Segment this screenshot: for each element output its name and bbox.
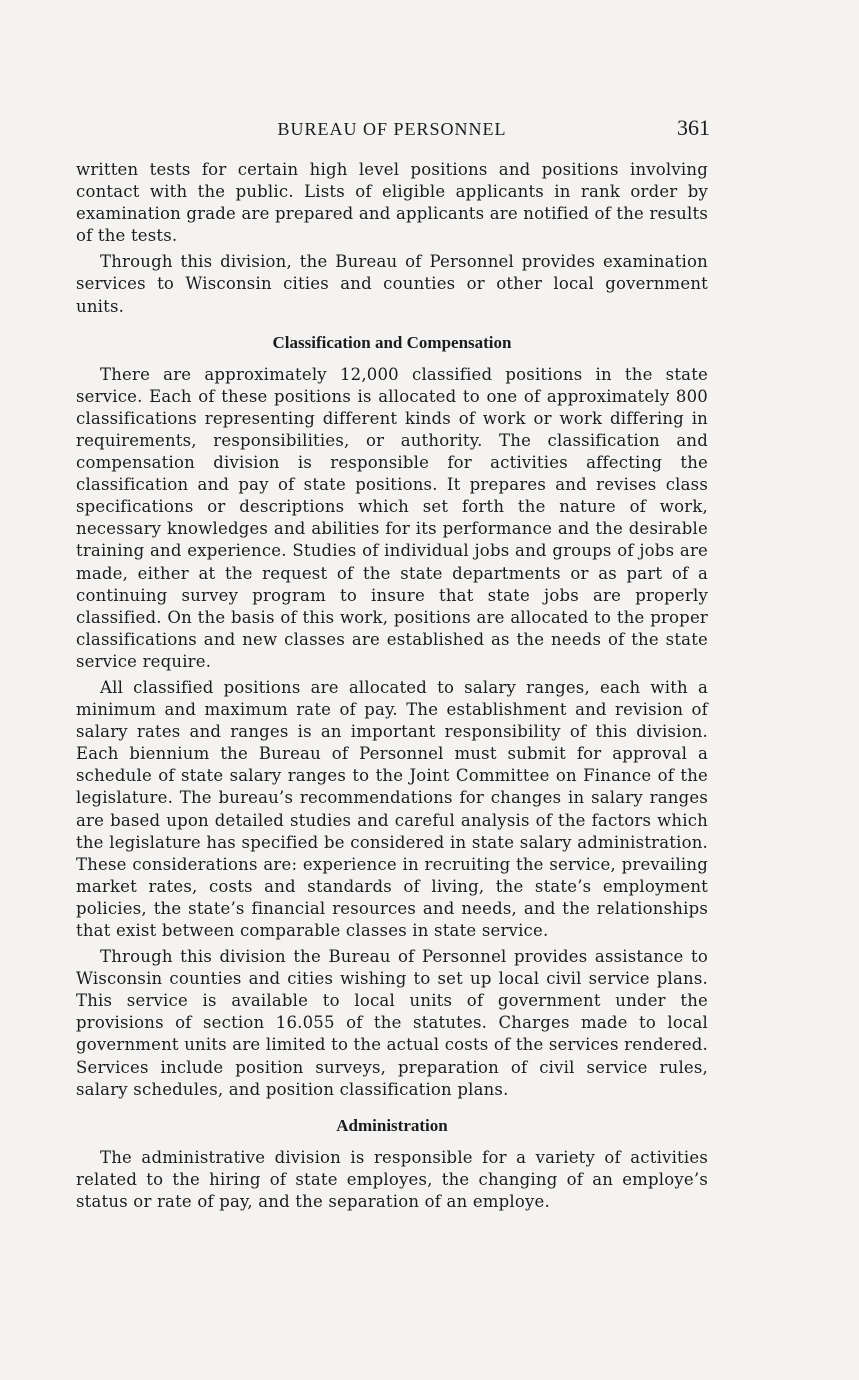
document-page — [76, 115, 708, 1217]
paragraph-salary-ranges: All classified positions are allocated to salary ranges, each with a minimum and maximum rate of pay. The establishment and revision of salary rates and ranges is an important responsibility of this division. Each biennium the Bureau of Personnel must submit for approval a schedule of state salary ranges to the Joint Committee on Finance of the legislature. The bureau’s recommendations for changes in salary ranges are based upon detailed studies and careful analysis of the factors which the legislature has specified be considered in state salary administration. These considerations are: experience in recruiting the service, prevailing market rates, costs and standards of living, the state’s employment policies, the state’s financial resources and needs, and the relationships that exist between comparable classes in state service. — [76, 677, 708, 940]
page-header — [76, 115, 708, 145]
paragraph-classified-positions: There are approximately 12,000 classified positions in the state service. Each of these positions is allocated to one of approximately 800 classifications representing different kinds of work or work differing in requirements, responsibilities, or authority. The classification and compensation division is responsible for activities affecting the classification and pay of state positions. It prepares and revises class specifications or descriptions which set forth the nature of work, necessary knowledges and abilities for its performance and the desirable training and experience. Studies of individual jobs and groups of jobs are made, either at the request of the state departments or as part of a continuing survey program to insure that state jobs are properly classified. On the basis of this work, positions are allocated to the proper classifications and new classes are established as the needs of the state service require. — [76, 364, 708, 671]
heading-administration: Administration — [336, 1115, 448, 1135]
paragraph-administrative-division: The administrative division is responsible for a variety of activities related to the hiring of state employes, the changing of an employe’s status or rate of pay, and the separation of an employe. — [76, 1147, 708, 1211]
heading-classification-compensation: Classification and Compensation — [272, 332, 512, 352]
paragraph-exam-services: Through this division, the Bureau of Personnel provides examination services to Wisconsin cities and counties or other local government units. — [76, 252, 708, 316]
paragraph-exam-tests: written tests for certain high level positions and positions involving contact with the public. Lists of eligible applicants in rank order by examination grade are prepared and applicants are notified of the results of the tests. — [76, 160, 708, 246]
paragraph-local-civil-service: Through this division the Bureau of Personnel provides assistance to Wisconsin counties and cities wishing to set up local civil service plans. This service is available to local units of government under the provisions of section 16.055 of the statutes. Charges made to local government units are limited to the actual costs of the services rendered. Services include position surveys, preparation of civil service rules, salary schedules, and position classification plans. — [76, 947, 708, 1099]
running-head: BUREAU OF PERSONNEL — [277, 119, 507, 139]
page-number: 361 — [677, 115, 710, 140]
